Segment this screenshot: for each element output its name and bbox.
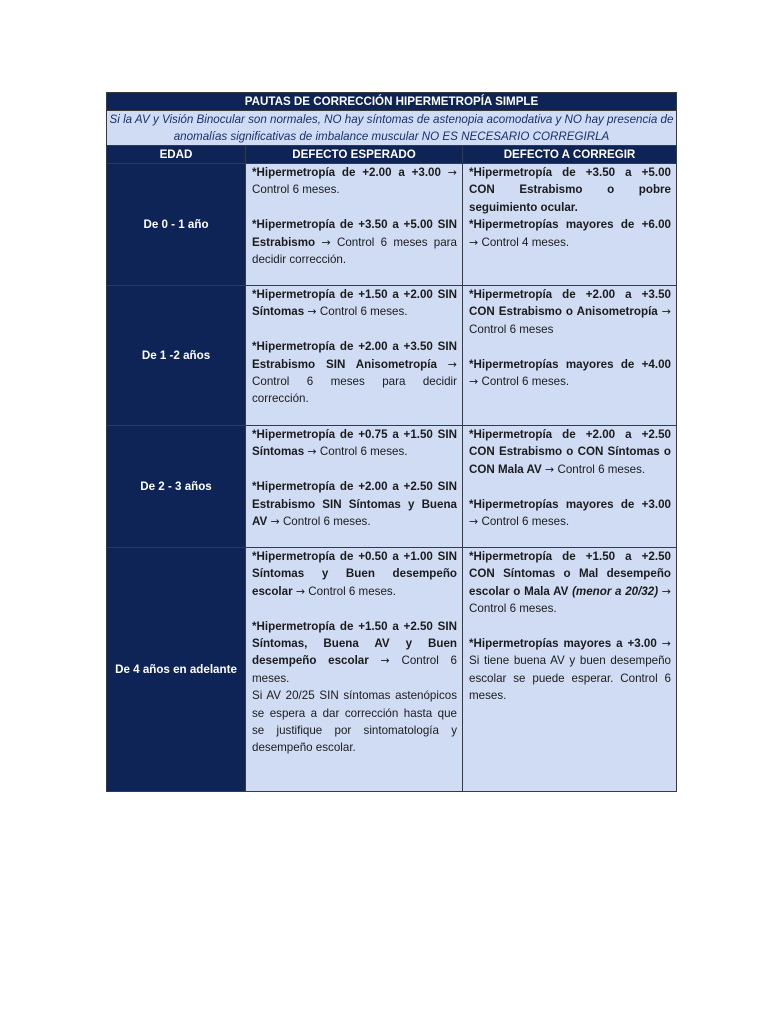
guideline-condition: *Hipermetropía de +3.50 a +5.00 CON Estrabismo o pobre seguimiento ocular. [469,166,671,214]
guideline-entry [252,478,457,530]
defect-to-correct-cell [463,426,677,548]
spacer [469,478,671,495]
guideline-condition: *Hipermetropías mayores de +4.00 [469,357,671,371]
guideline-action: Control 4 meses. [481,235,570,249]
table-row [107,548,677,792]
guideline-condition: *Hipermetropía de +2.00 a +2.50 SIN Estrabismo SIN Síntomas y Buena AV [252,480,457,529]
guideline-action: Control 6 meses. [319,445,408,459]
arrow-right-icon: → [307,305,317,319]
guideline-condition: *Hipermetropía de +2.00 a +2.50 CON Estrabismo o CON Síntomas o CON Mala AV [469,428,671,476]
guideline-action: Control 6 meses para decidir corrección. [252,235,457,267]
spacer [252,461,457,478]
guideline-entry [252,216,457,268]
guideline-entry [469,548,671,618]
arrow-right-icon: → [661,305,671,319]
guideline-entry [469,356,671,391]
guideline-entry [469,164,671,216]
spacer [252,199,457,216]
guideline-action: Control 6 meses. [252,654,457,685]
guideline-action: Control 6 meses. [319,305,408,319]
intro-note: Si la AV y Visión Binocular son normales, NO hay síntomas de astenopia acomodativa y NO hay presencia de anomalías significativas de imbalance muscular NO ES NECESARIO CORREGIRLA [107,111,677,146]
guideline-condition: *Hipermetropías mayores de +6.00 [469,218,671,232]
header-expected-defect: DEFECTO ESPERADO [246,146,463,164]
guideline-action: Control 6 meses para decidir corrección. [252,375,457,406]
defect-to-correct-cell [463,286,677,426]
guideline-condition: *Hipermetropías mayores de +3.00 [469,497,671,511]
arrow-right-icon: → [321,235,331,249]
guideline-condition: *Hipermetropía de +0.50 a +1.00 SIN Síntomas y Buen desempeño escolar [252,550,457,598]
arrow-right-icon: → [307,445,317,459]
guideline-entry [469,286,671,338]
guideline-action: Control 6 meses [469,322,554,336]
guideline-entry [252,548,457,600]
table-body [107,164,677,792]
arrow-right-icon: → [469,375,479,389]
guideline-entry [252,338,457,408]
guideline-entry [252,618,457,688]
guideline-action: Control 6 meses. [557,462,646,476]
guideline-condition: *Hipermetropía de +3.50 a +5.00 SIN Estrabismo [252,218,457,249]
guideline-entry [469,496,671,531]
age-cell: De 2 - 3 años [107,426,246,548]
header-defect-to-correct: DEFECTO A CORREGIR [463,146,677,164]
expected-defect-cell [246,426,463,548]
guideline-entry [469,216,671,251]
arrow-right-icon: → [380,654,390,668]
arrow-right-icon: → [295,584,306,598]
guideline-condition: *Hipermetropía de +2.00 a +3.50 SIN Estrabismo SIN Anisometropía [252,340,457,371]
spacer [469,618,671,635]
age-cell: De 1 -2 años [107,286,246,426]
guideline-condition: *Hipermetropía de +0.75 a +1.50 SIN Síntomas [252,428,457,459]
defect-to-correct-cell [463,548,677,792]
guideline-entry [469,426,671,478]
table-row [107,164,677,286]
expected-defect-cell [246,286,463,426]
guideline-condition: *Hipermetropía de +2.00 a +3.50 CON Estrabismo o Anisometropía [469,288,671,319]
arrow-right-icon: → [545,462,555,476]
arrow-right-icon: → [661,584,671,598]
age-cell: De 4 años en adelante [107,548,246,792]
defect-to-correct-cell [463,164,677,286]
spacer [252,321,457,338]
arrow-right-icon: → [469,235,479,249]
guideline-condition: *Hipermetropía de +1.50 a +2.50 CON Síntomas o Mal desempeño escolar o Mala AV [469,550,671,598]
arrow-right-icon: → [447,166,457,179]
guideline-condition: *Hipermetropía de +2.00 a +3.00 [252,166,441,179]
expected-defect-cell [246,164,463,286]
guideline-action: Control 6 meses. [481,515,570,529]
guideline-action: Si tiene buena AV y buen desempeño escolar se puede esperar. Control 6 meses. [469,654,671,703]
header-age: EDAD [107,146,246,164]
age-cell: De 0 - 1 año [107,164,246,286]
guideline-entry [252,286,457,321]
guideline-condition: *Hipermetropía de +1.50 a +2.50 SIN Síntomas, Buena AV y Buen desempeño escolar [252,619,457,668]
arrow-right-icon: → [447,357,457,371]
guideline-entry [252,426,457,461]
table-row [107,426,677,548]
guideline-note: Si AV 20/25 SIN síntomas astenópicos se espera a dar corrección hasta que se justifique por sintomatología y desempeño escolar. [252,689,457,755]
guideline-action: Control 6 meses. [481,375,570,389]
table-row [107,286,677,426]
guideline-action: Control 6 meses. [252,183,340,197]
arrow-right-icon: → [469,515,479,529]
guideline-condition: *Hipermetropías mayores a +3.00 [469,637,657,651]
correction-guidelines-table [106,92,677,792]
guideline-action: Control 6 meses. [282,515,371,529]
arrow-right-icon: → [270,515,280,529]
expected-defect-cell [246,548,463,792]
guideline-entry [252,164,457,199]
arrow-right-icon: → [661,637,671,651]
guideline-qualifier: (menor a 20/32) [572,584,659,598]
guideline-entry [469,635,671,705]
guideline-condition: *Hipermetropía de +1.50 a +2.00 SIN Síntomas [252,288,457,319]
spacer [252,600,457,617]
guideline-action: Control 6 meses. [469,602,557,616]
table-title: PAUTAS DE CORRECCIÓN HIPERMETROPÍA SIMPLE [107,93,677,111]
guideline-action: Control 6 meses. [308,584,396,598]
spacer [469,338,671,355]
